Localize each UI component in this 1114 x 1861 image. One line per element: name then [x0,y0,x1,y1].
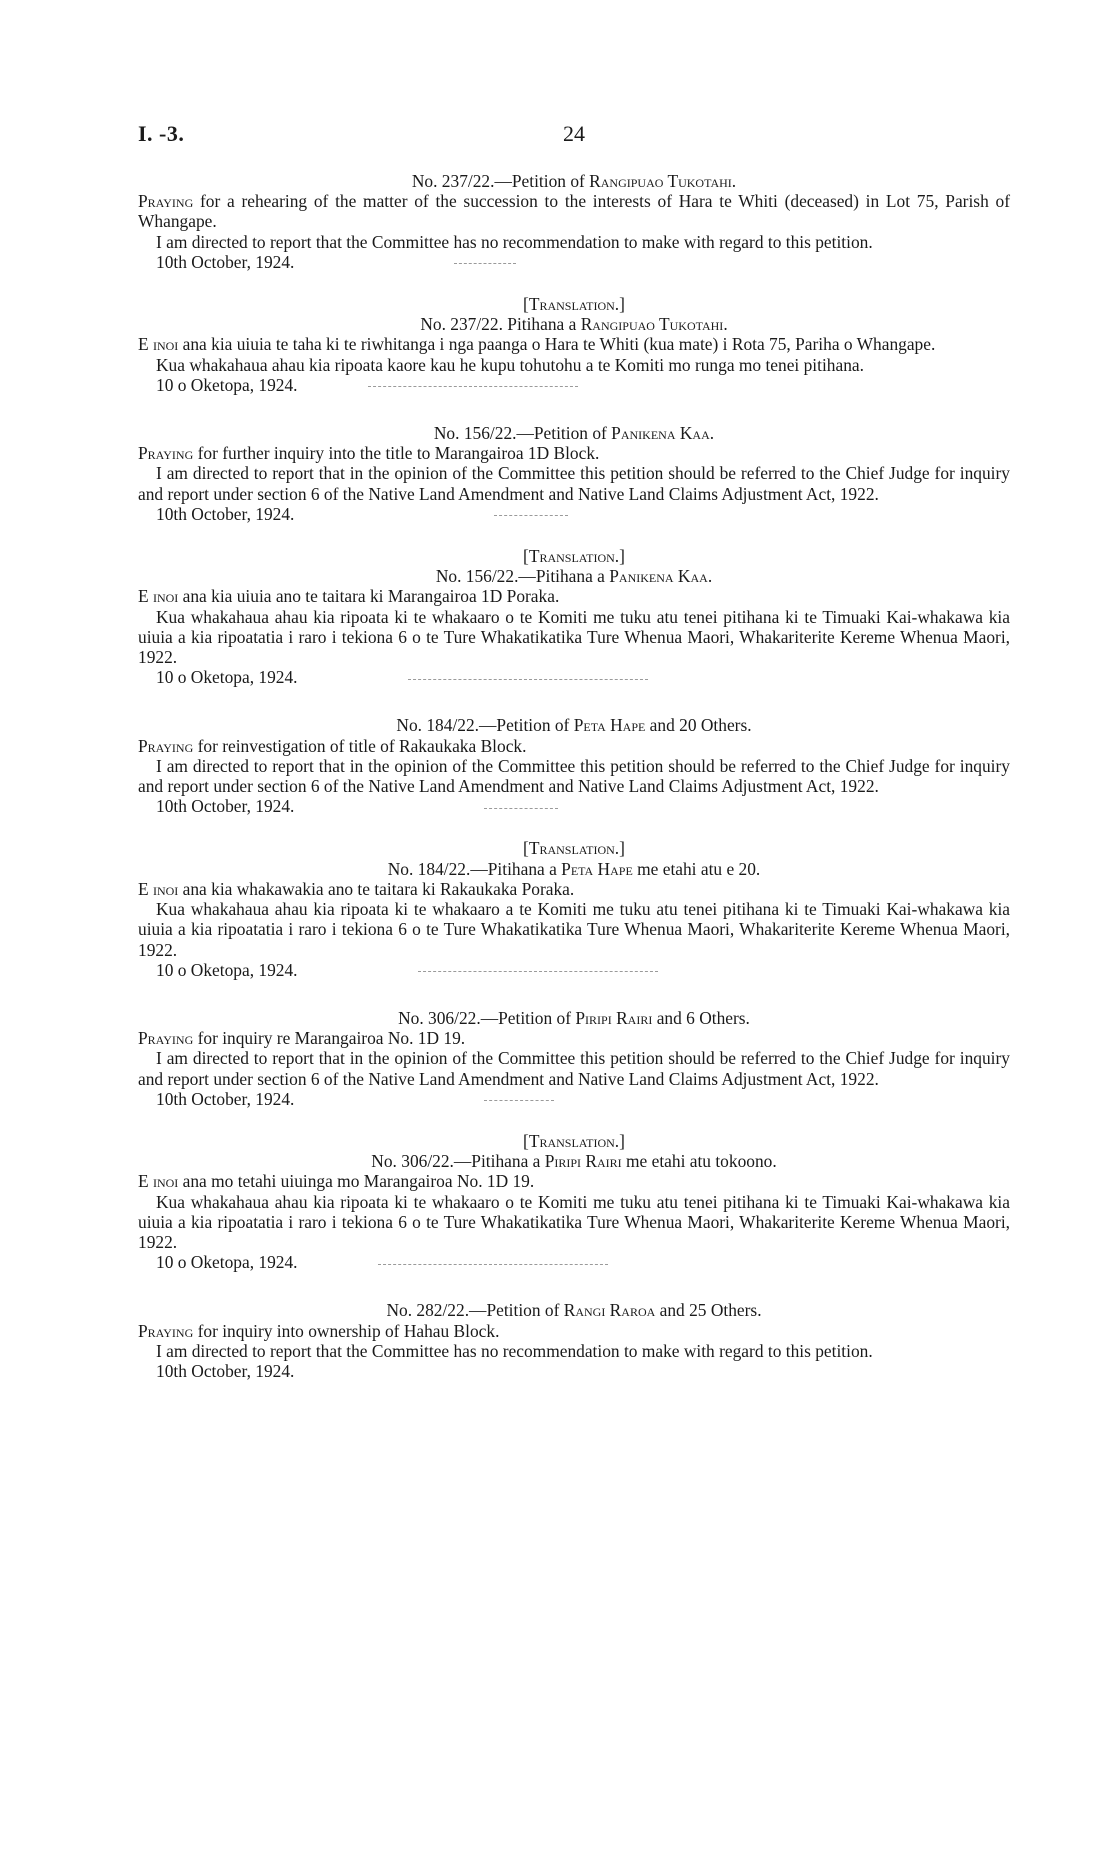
title-suffix: . [707,566,713,587]
translation-entry [138,546,1010,687]
report-date-line [138,1361,1010,1381]
title-text: —Petition of [469,1300,564,1321]
petitioner-name: Rangipuao Tukotahi [589,171,732,191]
petition-title [138,715,1010,735]
report-date-line [138,960,1010,980]
translation-label: [Translation.] [523,546,625,567]
petition-entry [138,1300,1010,1381]
praying-paragraph [138,1028,1010,1048]
petitioner-name: Piripi Rairi [544,1151,622,1172]
title-text: —Petition of [480,1007,576,1028]
petition-number: No. 156/22. [435,566,519,587]
translation-label: [Translation.] [523,1130,625,1151]
translation-label: [Translation.] [523,294,625,315]
petition-number: No. 306/22. [371,1151,454,1172]
praying-text: for a rehearing of the matter of the succession to the interests of Hara te Whiti (deceased) in Lot 75, Parish of Whangape. [138,191,1010,232]
praying-text: for inquiry re Marangairoa No. 1D 19. [193,1028,466,1049]
translation-entry [138,1131,1010,1272]
report-date: 10th October, 1924. [156,1360,295,1381]
report-date: 10th October, 1924. [156,1088,295,1109]
petition-title [138,566,1010,586]
praying-word: Praying [138,443,194,464]
report-paragraph: I am directed to report that in the opinion of the Committee this petition should be referred to the Chief Judge for inquiry and report under section 6 of the Native Land Amendment and Native Land Claims Adjustment Act, 1922. [138,1048,1010,1089]
praying-word: E inoi [138,334,179,355]
praying-text: ana kia whakawakia ano te taitara ki Rakaukaka Poraka. [178,878,575,899]
report-paragraph: I am directed to report that in the opinion of the Committee this petition should be referred to the Chief Judge for inquiry and report under section 6 of the Native Land Amendment and Native Land Claims Adjustment Act, 1922. [138,463,1010,504]
page-number: 24 [563,121,585,146]
praying-word: E inoi [138,878,179,899]
parliamentary-paper-reference: I. -3. [138,121,185,146]
title-suffix: and 20 Others. [645,715,752,736]
title-text: —Pitihana a [453,1151,545,1172]
petitions-list [138,171,1010,1381]
petitioner-name: Panikena Kaa [611,423,710,444]
petitioner-name: Peta Hape [561,858,633,879]
title-suffix: me etahi atu e 20. [632,858,761,879]
report-date-line [138,375,1010,395]
praying-text: ana kia uiuia te taha ki te riwhitanga i nga paanga o Hara te Whiti (kua mate) i Rota 75, Pariha o Whangape. [178,334,936,355]
petition-title [138,1008,1010,1028]
separator-rule [378,1264,608,1265]
praying-word: E inoi [138,1171,179,1192]
praying-text: for inquiry into ownership of Hahau Block. [193,1320,500,1341]
title-text: —Petition of [516,423,612,444]
petition-number: No. 237/22. [411,171,495,191]
title-text: —Petition of [494,171,590,191]
report-date: 10th October, 1924. [156,251,295,272]
praying-word: Praying [138,1028,194,1049]
report-date: 10th October, 1924. [156,503,295,524]
petition-number: No. 282/22. [386,1300,470,1321]
report-date-line [138,667,1010,687]
petition-entry [138,171,1010,272]
report-date-line [138,1089,1010,1109]
petitioner-name: Rangi Raroa [563,1300,656,1321]
separator-rule [454,263,516,264]
report-date-line [138,252,1010,272]
title-text: Pitihana a [502,314,581,335]
title-suffix: me etahi atu tokoono. [621,1151,777,1172]
petition-number: No. 306/22. [398,1007,481,1028]
title-text: —Petition of [479,715,574,736]
translation-label: [Translation.] [523,838,625,859]
praying-word: Praying [138,1320,194,1341]
report-date: 10 o Oketopa, 1924. [156,959,298,980]
petition-title [138,1300,1010,1320]
report-paragraph: I am directed to report that in the opinion of the Committee this petition should be referred to the Chief Judge for inquiry and report under section 6 of the Native Land Amendment and Native Land Claims Adjustment Act, 1922. [138,755,1010,797]
title-text: —Pitihana a [470,858,562,879]
report-date-line [138,796,1010,816]
separator-rule [368,386,578,387]
praying-paragraph [138,443,1010,463]
title-suffix: and 6 Others. [652,1007,750,1028]
separator-rule [418,971,658,972]
praying-paragraph [138,191,1010,231]
title-suffix: . [723,314,728,335]
praying-paragraph [138,1171,1010,1191]
report-date-line [138,1252,1010,1272]
praying-paragraph [138,736,1010,756]
petition-title [138,423,1010,443]
translation-entry [138,838,1010,979]
petitioner-name: Rangipuao Tukotahi [580,314,724,335]
petition-number: No. 156/22. [433,423,517,444]
petition-entry [138,1008,1010,1109]
petition-title [138,171,1010,191]
praying-text: for further inquiry into the title to Marangairoa 1D Block. [193,443,600,464]
petition-number: No. 184/22. [387,858,471,879]
translation-entry [138,294,1010,395]
praying-paragraph [138,586,1010,606]
petition-title [138,1151,1010,1171]
petition-title [138,859,1010,879]
petition-entry [138,715,1010,816]
praying-text: ana kia uiuia ano te taitara ki Marangairoa 1D Poraka. [178,586,560,607]
title-suffix: . [731,171,737,191]
report-paragraph: Kua whakahaua ahau kia ripoata kaore kau he kupu tohutohu a te Komiti mo runga mo tenei pitihana. [156,354,864,375]
petition-title [138,314,1010,334]
praying-text: ana mo tetahi uiuinga mo Marangairoa No. 1D 19. [178,1171,535,1192]
praying-paragraph [138,1321,1010,1341]
title-text: —Pitihana a [518,566,610,587]
report-paragraph: I am directed to report that the Committee has no recommendation to make with regard to this petition. [156,231,873,252]
praying-paragraph [138,334,1010,354]
praying-text: for reinvestigation of title of Rakaukaka Block. [193,735,527,756]
praying-word: Praying [138,735,194,756]
separator-rule [494,515,568,516]
separator-rule [484,1100,554,1101]
petitioner-name: Panikena Kaa [609,566,708,587]
report-date: 10 o Oketopa, 1924. [156,667,298,688]
title-suffix: and 25 Others. [655,1300,762,1321]
praying-paragraph [138,879,1010,899]
report-date: 10 o Oketopa, 1924. [156,1252,298,1273]
separator-rule [408,679,648,680]
report-paragraph: Kua whakahaua ahau kia ripoata ki te whakaaro o te Komiti me tuku atu tenei pitihana ki te Timuaki Kai-whakawa kia uiuia a kia ripoatatia i raro i tekiona 6 o te Ture Whakatikatika Ture Whenua Maori, Whakariterite Kereme Whenua Maori, 1922. [138,1191,1010,1252]
separator-rule [484,808,558,809]
petition-entry [138,423,1010,524]
title-suffix: . [709,423,715,444]
petitioner-name: Piripi Rairi [575,1007,653,1028]
petition-number: No. 184/22. [396,715,480,736]
praying-word: Praying [138,191,194,212]
report-date-line [138,504,1010,524]
praying-word: E inoi [138,586,179,607]
petitioner-name: Peta Hape [573,715,646,736]
report-paragraph: I am directed to report that the Committee has no recommendation to make with regard to this petition. [156,1340,873,1361]
report-paragraph: Kua whakahaua ahau kia ripoata ki te whakaaro o te Komiti me tuku atu tenei pitihana ki te Timuaki Kai-whakawa kia uiuia a kia ripoatatia i raro i tekiona 6 o te Ture Whakatikatika Ture Whenua Maori, Whakariterite Kereme Whenua Maori, 1922. [138,606,1010,668]
report-date: 10 o Oketopa, 1924. [156,374,298,395]
report-date: 10th October, 1924. [156,796,295,817]
report-paragraph: Kua whakahaua ahau kia ripoata ki te whakaaro a te Komiti me tuku atu tenei pitihana ki te Timuaki Kai-whakawa kia uiuia a kia ripoatatia i raro i tekiona 6 o te Ture Whakatikatika Ture Whenua Maori, Whakariterite Kereme Whenua Maori, 1922. [138,899,1010,960]
petition-number: No. 237/22. [420,314,503,335]
